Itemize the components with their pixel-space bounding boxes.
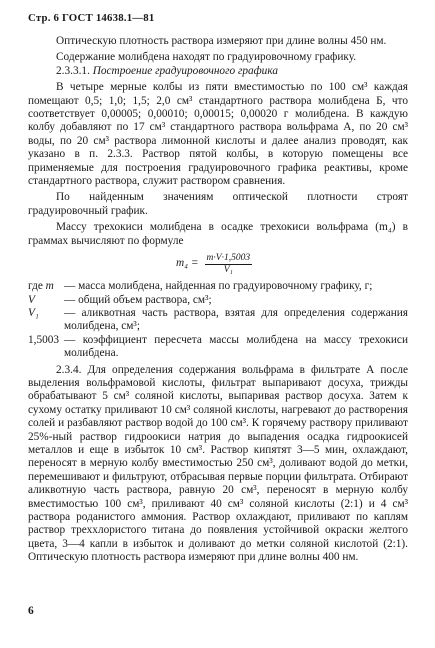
document-body (28, 35, 408, 565)
definition-symbol: V₁ (28, 306, 39, 319)
formula-definitions (28, 280, 408, 360)
formula-numerator: m·V·1,5003 (206, 252, 251, 263)
definition-row (28, 307, 408, 334)
paragraph-wavelength-450: Оптическую плотность раствора измеряют при длине волны 450 нм. (56, 35, 387, 47)
paragraph-formula-intro: Массу трехокиси молибдена в осадке трехокиси вольфрама (m₄) в граммах вычисляют по формуле (28, 221, 408, 247)
paragraph-calibration-procedure: В четыре мерные колбы из пяти вместимостью по 100 см³ каждая помещают 0,5; 1,0; 1,5; 2,0 см³ стандартного раствора молибдена Б, что соответствует 0,00005; 0,00010; 0,00015; 0,00020 г молибдена. В каждую колбу добавляют по 17 см³ стандартного раствора вольфрама А, по 20 см³ воды, по 20 см³ раствора лимонной кислоты и далее анализ проводят, как указано в п. 2.3.3. Раствор пятой колбы, в которую помещены все применяемые для построения градуировочного графика реактивы, кроме стандартного раствора, служит раствором сравнения. (28, 81, 408, 188)
paragraph-molybdenum-content: Содержание молибдена находят по градуировочному графику. (56, 51, 357, 64)
page-header: Стр. 6 ГОСТ 14638.1—81 (28, 12, 155, 24)
formula-m4 (176, 251, 408, 277)
section-title: Построение градуировочного графика (92, 64, 278, 77)
paragraph-tungsten-determination: 2.3.4. Для определения содержания вольфрама в фильтрате А после выделения вольфрамовой кислоты, фильтрат выпаривают досуха, трижды обрабатывают 5 см³ соляной кислоты, выпаривая раствор досуха. Затем к сухому остатку приливают 10 см³ соляной кислоты, нагревают до растворения солей и разбавляют раствор водой до 100 см³. К горячему раствору приливают 25%-ный раствор гидроокиси натрия до выпадения осадка гидроокисей металлов и еще в избыток 10 см³. Раствор кипятят 3—5 мин, охлаждают, переносят в мерную колбу вместимостью 250 см³, доливают водой до метки, перемешивают и фильтруют, отбрасывая первые порции фильтрата. Отбирают аликвотную часть раствора, равную 20 см³, переносят в мерную колбу вместимостью 100 см³, приливают 40 см³ соляной кислоты (2:1) и 4 см³ раствора роданистого аммония. Раствор охлаждают, приливают по каплям раствор треххлористого титана до появления устойчивой окраски желтого цвета, 3—4 капли в избыток и доливают до метки соляной кислотой (2:1). Оптическую плотность раствора измеряют при длине волны 400 нм. (28, 363, 408, 564)
definition-row (28, 334, 408, 361)
paragraph-calibration-graph: По найденным значениям оптической плотности строят градуировочный график. (28, 191, 408, 217)
definition-text: — масса молибдена, найденная по градуировочному графику, г; (64, 280, 373, 293)
definition-symbol: V (28, 293, 35, 306)
definition-text: — общий объем раствора, см³; (64, 293, 212, 306)
definition-row (28, 280, 408, 293)
definition-row (28, 294, 408, 307)
definition-text: — аликвотная часть раствора, взятая для определения содержания молибдена, см³; (64, 306, 408, 333)
definition-symbol: 1,5003 (28, 333, 60, 346)
definition-symbol: где m (28, 280, 54, 293)
section-heading-2-3-3-1 (28, 65, 408, 78)
formula-denominator: V₁ (223, 264, 233, 275)
definition-text: — коэффициент пересчета массы молибдена на массу трехокиси молибдена. (64, 333, 408, 360)
section-number: 2.3.3.1. (56, 64, 90, 77)
page-number: 6 (28, 605, 34, 617)
formula-lhs: m₄ = (176, 257, 199, 270)
formula-fraction (205, 253, 253, 276)
